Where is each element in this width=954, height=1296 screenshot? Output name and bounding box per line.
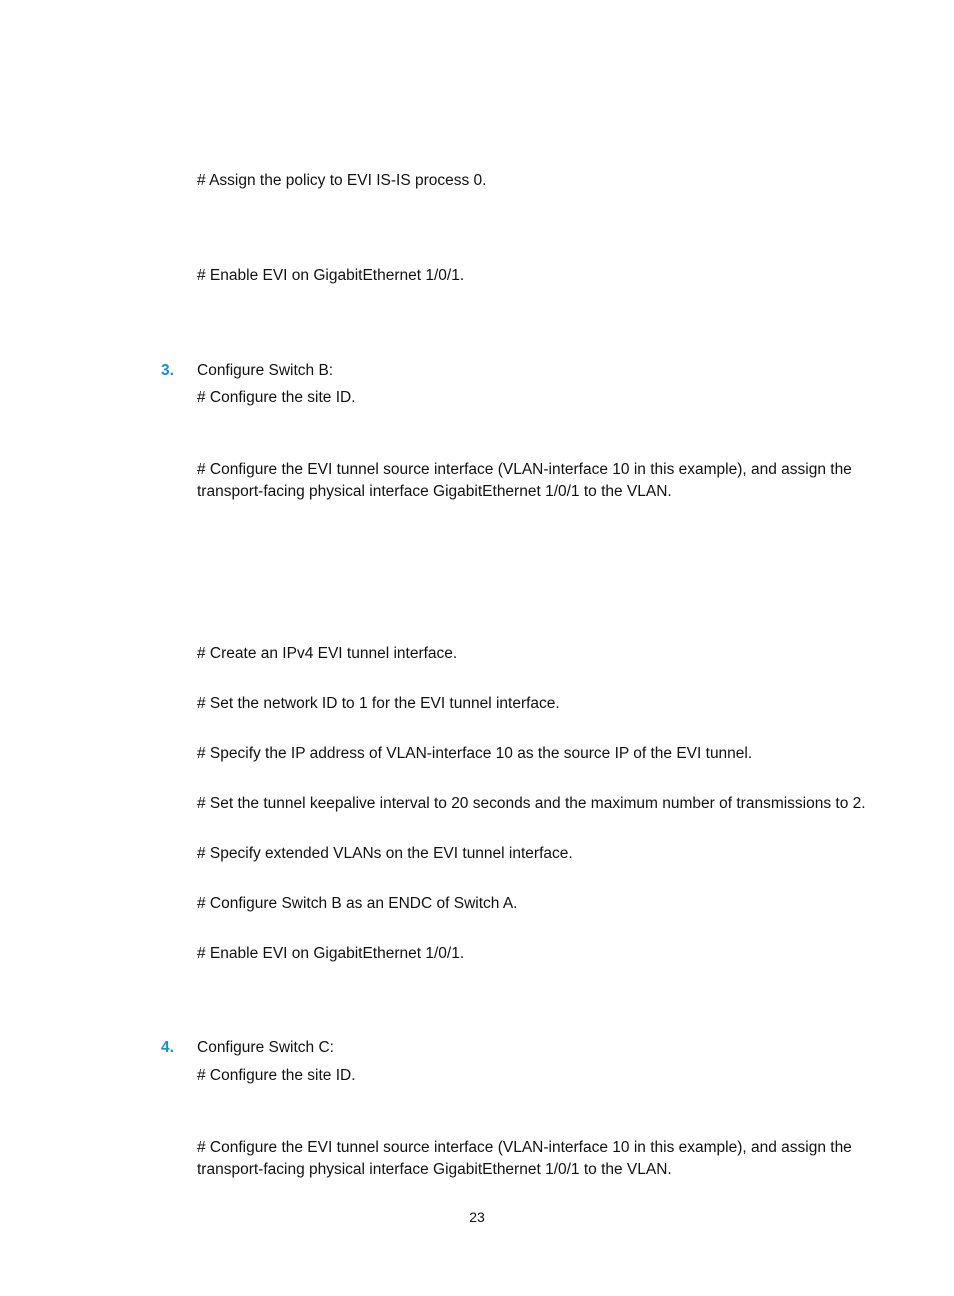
step-3-tunnel-source-paragraph: # Configure the EVI tunnel source interface (VLAN-interface 10 in this example), and assign the transport-facing physical interface GigabitEthernet 1/0/1 to the VLAN. xyxy=(197,461,852,500)
step-3-enable-evi-line: # Enable EVI on GigabitEthernet 1/0/1. xyxy=(197,945,465,962)
step-3-create-tunnel-line: # Create an IPv4 EVI tunnel interface. xyxy=(197,645,458,662)
step-4-title: Configure Switch C: xyxy=(197,1039,334,1056)
step-3-network-id-line: # Set the network ID to 1 for the EVI tunnel interface. xyxy=(197,695,560,712)
step-3-site-id-line: # Configure the site ID. xyxy=(197,389,356,406)
step-3-endc-line: # Configure Switch B as an ENDC of Switch A. xyxy=(197,895,518,912)
enable-evi-line-switch-a: # Enable EVI on GigabitEthernet 1/0/1. xyxy=(197,267,465,284)
step-3-extended-vlans-line: # Specify extended VLANs on the EVI tunnel interface. xyxy=(197,845,573,862)
step-4-tunnel-source-paragraph: # Configure the EVI tunnel source interface (VLAN-interface 10 in this example), and assign the transport-facing physical interface GigabitEthernet 1/0/1 to the VLAN. xyxy=(197,1139,852,1178)
step-3-source-ip-line: # Specify the IP address of VLAN-interface 10 as the source IP of the EVI tunnel. xyxy=(197,745,753,762)
step-3-title: Configure Switch B: xyxy=(197,362,334,379)
step-3-number: 3. xyxy=(161,362,174,379)
step-3-keepalive-line: # Set the tunnel keepalive interval to 20 seconds and the maximum number of transmissions to 2. xyxy=(197,795,866,812)
page-number: 23 xyxy=(469,1209,485,1225)
step-4-number: 4. xyxy=(161,1039,174,1056)
assign-policy-line: # Assign the policy to EVI IS-IS process 0. xyxy=(197,172,487,189)
step-4-site-id-line: # Configure the site ID. xyxy=(197,1067,356,1084)
